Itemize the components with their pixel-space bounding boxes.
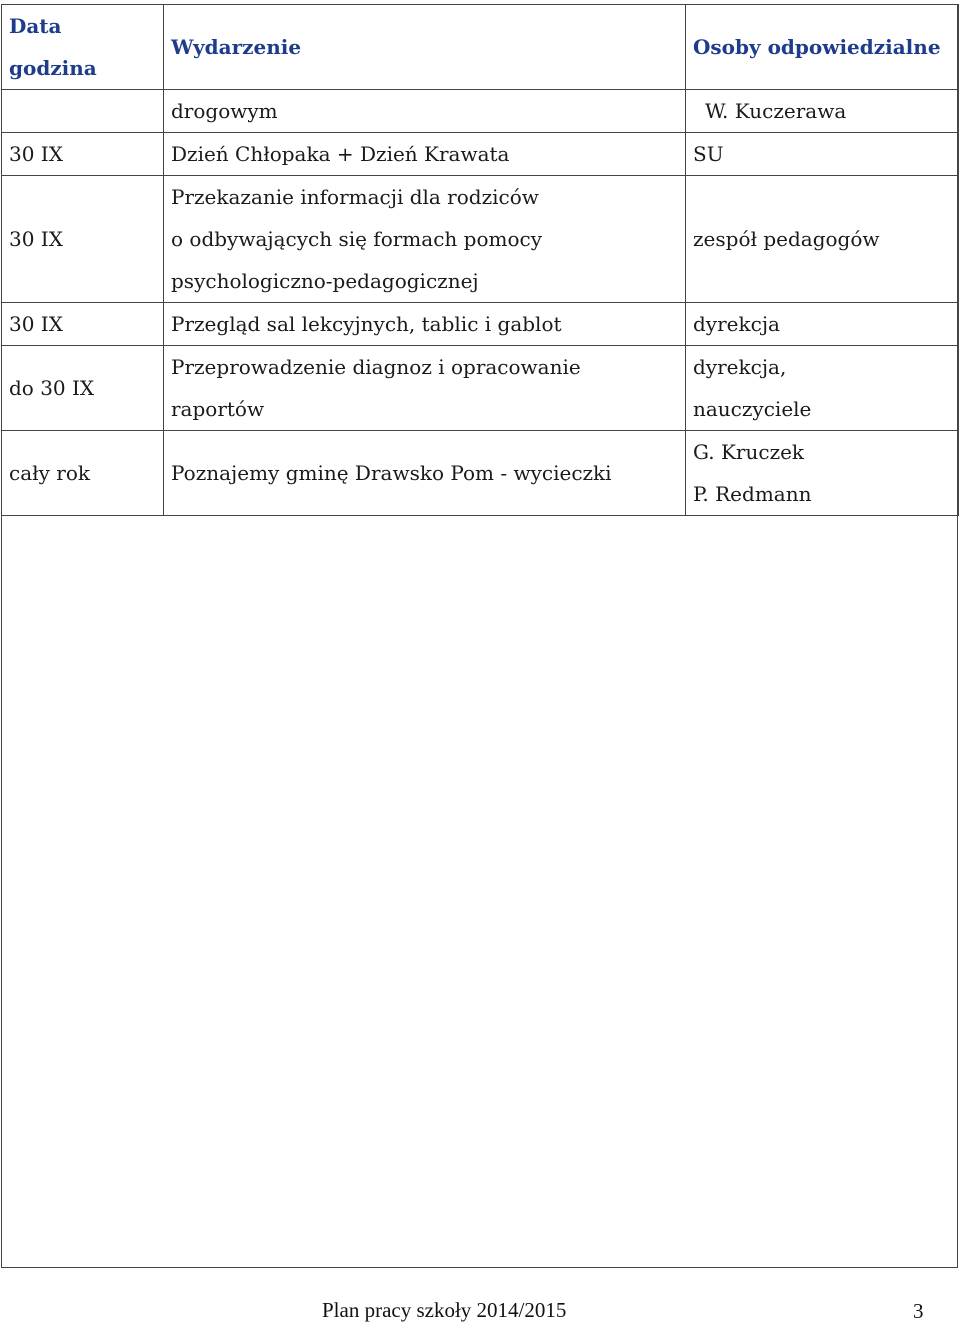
row-responsible-line: dyrekcja, <box>693 355 787 379</box>
row-responsible-line: W. Kuczerawa <box>705 99 847 123</box>
footer-page-number: 3 <box>913 1299 924 1323</box>
table-row <box>2 133 959 176</box>
header-date-line2: godzina <box>9 56 97 80</box>
table-row <box>2 176 959 303</box>
row-date: 30 IX <box>2 176 164 303</box>
row-date: do 30 IX <box>2 346 164 431</box>
table-row <box>2 90 959 133</box>
row-responsible-line: dyrekcja <box>693 312 780 336</box>
row-event-line: Dzień Chłopaka + Dzień Krawata <box>171 142 510 166</box>
row-responsible-line: SU <box>693 142 724 166</box>
row-responsible <box>686 431 959 516</box>
row-responsible <box>686 303 959 346</box>
header-responsible: Osoby odpowiedzialne <box>686 5 959 90</box>
row-event <box>164 346 686 431</box>
row-responsible <box>686 90 959 133</box>
footer-title: Plan pracy szkoły 2014/2015 <box>322 1298 567 1322</box>
row-event <box>164 303 686 346</box>
row-date: 30 IX <box>2 303 164 346</box>
plan-table <box>1 4 959 516</box>
row-responsible <box>686 346 959 431</box>
row-responsible-line: nauczyciele <box>693 397 812 421</box>
row-event-line: psychologiczno-pedagogicznej <box>171 269 479 293</box>
row-event <box>164 133 686 176</box>
row-event-line: drogowym <box>171 99 278 123</box>
row-responsible <box>686 176 959 303</box>
row-responsible-line: zespół pedagogów <box>693 227 880 251</box>
header-event: Wydarzenie <box>164 5 686 90</box>
row-date: 30 IX <box>2 133 164 176</box>
table-row <box>2 346 959 431</box>
row-responsible <box>686 133 959 176</box>
row-responsible-line: G. Kruczek <box>693 440 805 464</box>
row-event <box>164 431 686 516</box>
row-event <box>164 90 686 133</box>
table-row <box>2 431 959 516</box>
row-event-line: Przekazanie informacji dla rodziców <box>171 185 539 209</box>
table-row <box>2 303 959 346</box>
row-event-line: o odbywających się formach pomocy <box>171 227 542 251</box>
header-date-line1: Data <box>9 14 62 38</box>
row-date: cały rok <box>2 431 164 516</box>
row-date <box>2 90 164 133</box>
row-event-line: Przeprowadzenie diagnoz i opracowanie <box>171 355 581 379</box>
row-event-line: raportów <box>171 397 265 421</box>
row-event-line: Przegląd sal lekcyjnych, tablic i gablot <box>171 312 562 336</box>
header-date <box>2 5 164 90</box>
row-event-line: Poznajemy gminę Drawsko Pom - wycieczki <box>171 461 612 485</box>
row-responsible-line: P. Redmann <box>693 482 812 506</box>
table-header-row <box>2 5 959 90</box>
row-event <box>164 176 686 303</box>
